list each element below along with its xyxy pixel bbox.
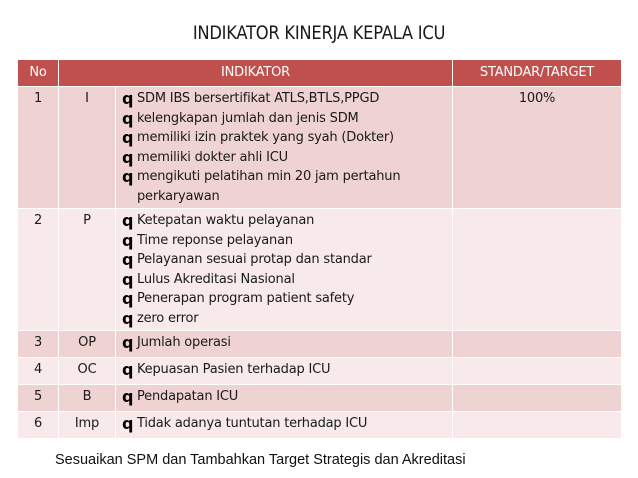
row-code: B: [59, 385, 116, 412]
bullet-icon: q: [122, 387, 134, 406]
row-code: OP: [59, 331, 116, 358]
table-row: [18, 87, 622, 209]
indicator-text: Kepuasan Pasien terhadap ICU: [137, 362, 331, 377]
row-code: P: [59, 209, 116, 331]
row-number: 5: [18, 385, 59, 412]
indicator-item: [122, 148, 450, 168]
indicator-text: Tidak adanya tuntutan terhadap ICU: [137, 416, 368, 431]
table-row: [18, 412, 622, 439]
indicator-text: memiliki dokter ahli ICU: [137, 149, 288, 165]
indicator-item: [122, 414, 450, 434]
indicator-item: [122, 211, 450, 231]
standard-target: [453, 209, 622, 331]
bullet-icon: q: [122, 269, 134, 289]
indicator-item: [122, 167, 450, 206]
indicator-text: Ketepatan waktu pelayanan: [137, 213, 315, 228]
indicator-item: [122, 289, 450, 309]
row-number: 1: [18, 87, 59, 209]
indicator-item: [122, 333, 450, 353]
bullet-icon: q: [122, 308, 134, 328]
indicator-text: kelengkapan jumlah dan jenis SDM: [137, 110, 359, 126]
indicator-item: [122, 250, 450, 270]
indicator-item: [122, 109, 450, 129]
row-number: 3: [18, 331, 59, 358]
indicator-item: [122, 231, 450, 251]
indicator-item: [122, 128, 450, 148]
indicator-list: [116, 331, 453, 358]
indicator-item: [122, 360, 450, 380]
indicator-table: [17, 59, 622, 439]
bullet-icon: q: [122, 360, 134, 379]
standard-target: [453, 385, 622, 412]
indicator-item: [122, 270, 450, 290]
indicator-text: Penerapan program patient safety: [137, 291, 355, 306]
indicator-list: [116, 412, 453, 439]
table-row: [18, 358, 622, 385]
row-code: OC: [59, 358, 116, 385]
indicator-list: [116, 358, 453, 385]
bullet-icon: q: [122, 211, 134, 230]
indicator-text: Time reponse pelayanan: [137, 232, 293, 248]
row-code: I: [59, 87, 116, 209]
standard-target: 100%: [453, 87, 622, 209]
footnote: Sesuaikan SPM dan Tambahkan Target Strategis dan Akreditasi: [55, 452, 466, 468]
indicator-text: zero error: [137, 310, 199, 326]
bullet-icon: q: [122, 230, 134, 250]
bullet-icon: q: [122, 167, 134, 186]
indicator-list: [116, 385, 453, 412]
header-no: No: [18, 60, 59, 87]
bullet-icon: q: [122, 333, 134, 352]
indicator-text: Pelayanan sesuai protap dan standar: [137, 252, 372, 267]
indicator-list: [116, 87, 453, 209]
row-code: Imp: [59, 412, 116, 439]
bullet-icon: q: [122, 289, 134, 308]
indicator-text: memiliki izin praktek yang syah (Dokter): [137, 130, 394, 145]
table-row: [18, 385, 622, 412]
indicator-text: Pendapatan ICU: [137, 389, 239, 404]
bullet-icon: q: [122, 89, 134, 108]
table-header-row: [18, 60, 622, 87]
header-indikator: INDIKATOR: [59, 60, 453, 87]
indicator-item: [122, 89, 450, 109]
row-number: 2: [18, 209, 59, 331]
standard-target: [453, 331, 622, 358]
header-standar-target: STANDAR/TARGET: [453, 60, 622, 87]
slide-title: INDIKATOR KINERJA KEPALA ICU: [192, 22, 446, 44]
indicator-item: [122, 309, 450, 329]
bullet-icon: q: [122, 147, 134, 167]
indicator-text: SDM IBS bersertifikat ATLS,BTLS,PPGD: [137, 91, 380, 106]
indicator-item: [122, 387, 450, 407]
bullet-icon: q: [122, 108, 134, 128]
row-number: 6: [18, 412, 59, 439]
table-row: [18, 331, 622, 358]
bullet-icon: q: [122, 414, 134, 433]
table-row: [18, 209, 622, 331]
standard-target: [453, 358, 622, 385]
table-body: [18, 87, 622, 439]
indicator-text: mengikuti pelatihan min 20 jam pertahun perkaryawan: [137, 169, 401, 204]
standard-target: [453, 412, 622, 439]
indicator-text: Lulus Akreditasi Nasional: [137, 271, 295, 287]
bullet-icon: q: [122, 128, 134, 147]
row-number: 4: [18, 358, 59, 385]
indicator-list: [116, 209, 453, 331]
indicator-text: Jumlah operasi: [137, 335, 231, 350]
bullet-icon: q: [122, 250, 134, 269]
